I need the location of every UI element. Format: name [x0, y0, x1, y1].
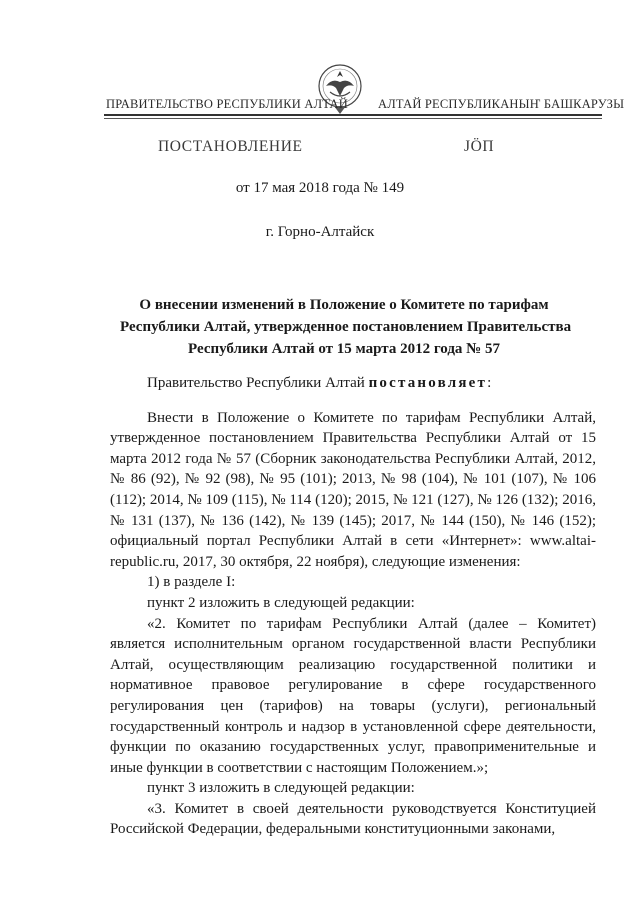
body-paragraph: 1) в разделе I: [147, 574, 236, 591]
body-paragraph: «3. Комитет в своей деятельности руководствуется Конституцией Российской Федерации, федеральными конституционными законами, [110, 800, 596, 838]
document-type-russian: ПОСТАНОВЛЕНИЕ [158, 138, 303, 155]
document-date-number: от 17 мая 2018 года № 149 [235, 180, 405, 196]
document-body [110, 373, 596, 840]
body-paragraph: Внести в Положение о Комитете по тарифам Республики Алтай, утвержденное постановлением Правительства Республики Алтай от 15 марта 2012 года № 57 (Сборник законодательства Республики Алтай, 2012, № 86 (92), № 92 (98), № 95 (101); 2013, № 98 (104), № 101 (107), № 106 (112); 2014, № 109 (115), № 114 (120); 2015, № 121 (127), № 126 (132); 2016, № 131 (137), № 136 (142), № 139 (145); 2017, № 144 (150), № 146 (152); официальный портал Республики Алтай в сети «Интернет»: www.altai-republic.ru, 2017, 30 октября, 22 ноября), следующие изменения: [110, 409, 596, 570]
title-line: Республики Алтай, утвержденное постановлением Правительства [120, 319, 572, 335]
header-rule-thin [104, 118, 602, 119]
title-line: Республики Алтай от 15 марта 2012 года № 57 [188, 341, 500, 357]
resolution-prefix: Правительство Республики Алтай [147, 375, 369, 391]
header-rule [104, 114, 602, 116]
resolution-keyword: постановляет [368, 375, 488, 391]
government-name-russian: ПРАВИТЕЛЬСТВО РЕСПУБЛИКИ АЛТАЙ [106, 97, 348, 111]
body-paragraph: пункт 2 изложить в следующей редакции: [147, 594, 415, 611]
resolution-suffix: : [487, 375, 492, 391]
document-city: г. Горно-Алтайск [265, 224, 375, 240]
resolution-line [110, 373, 596, 394]
body-paragraph: пункт 3 изложить в следующей редакции: [147, 780, 415, 797]
body-paragraph: «2. Комитет по тарифам Республики Алтай (далее – Комитет) является исполнительным органом государственной власти Республики Алтай, осуществляющим реализацию государственной политики и нормативное правовое регулирование в сфере государственного регулирования цен (тарифов) на товары (услуги), региональный государственный контроль и надзор в установленной сфере деятельности, функции по оказанию государственных услуг, правоприменительные и иные функции в соответствии с настоящим Положением.»; [110, 615, 596, 776]
title-line: О внесении изменений в Положение о Комитете по тарифам [139, 297, 549, 313]
document-type-altai: ЈӦП [464, 138, 495, 155]
document-title [120, 294, 572, 360]
government-name-altai: АЛТАЙ РЕСПУБЛИКАНЫҤ БАШКАРУЗЫ [378, 97, 625, 111]
